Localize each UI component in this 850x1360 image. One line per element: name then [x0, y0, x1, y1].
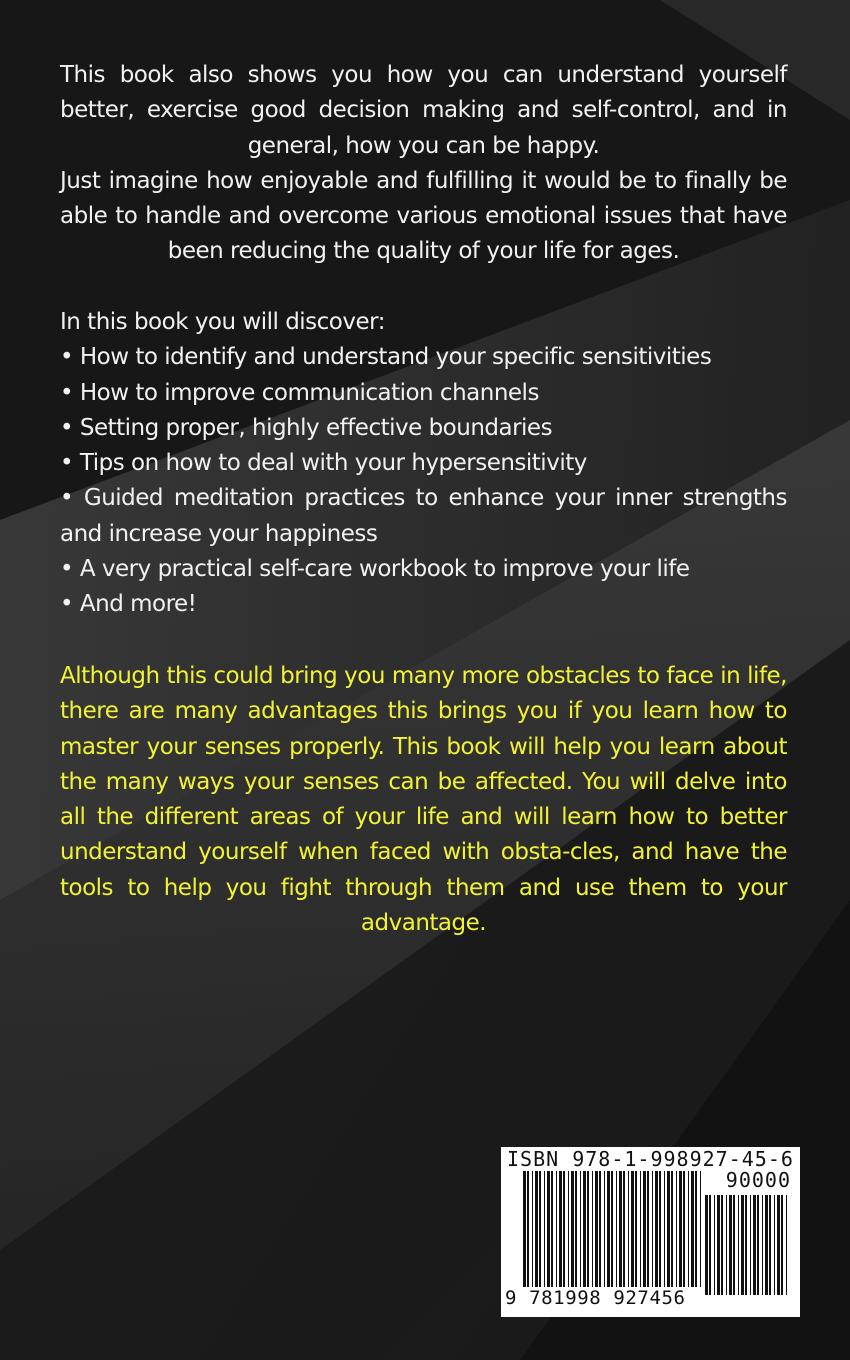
barcode-bar — [683, 1171, 685, 1287]
barcode-bar — [640, 1171, 641, 1287]
barcode-bar — [604, 1171, 605, 1287]
barcode-digits: 9 781998 927456 — [505, 1287, 686, 1309]
barcode-bar — [738, 1195, 739, 1295]
barcode-bar — [777, 1195, 780, 1295]
barcode-bar — [709, 1195, 711, 1295]
list-item: • A very practical self-care workbook to improve your life — [60, 556, 690, 583]
barcode-bar — [753, 1195, 756, 1295]
barcode-bar — [595, 1171, 598, 1287]
barcode-bar — [664, 1171, 665, 1287]
barcode-bar — [628, 1171, 629, 1287]
barcode-bar — [547, 1171, 550, 1287]
barcode-bar — [762, 1195, 763, 1295]
barcode-bar — [607, 1171, 610, 1287]
list-item: • Tips on how to deal with your hypersensitivity — [60, 450, 587, 477]
list-item: • How to improve communication channels — [60, 379, 539, 406]
isbn-label: ISBN 978-1-998927-45-6 — [507, 1147, 794, 1171]
list-item: • How to identify and understand your specific sensitivities — [60, 344, 712, 371]
barcode-bar — [659, 1171, 661, 1287]
list-item: • Guided meditation practices to enhance your inner strengths and increase your happiness — [60, 485, 787, 547]
barcode-bar — [527, 1171, 529, 1287]
price-code: 90000 — [725, 1168, 791, 1192]
barcode-bar — [563, 1171, 565, 1287]
discover-heading: In this book you will discover: — [60, 309, 385, 335]
barcode-bar — [676, 1171, 677, 1287]
isbn-barcode — [501, 1147, 800, 1317]
barcode-bar — [583, 1171, 586, 1287]
barcode-bar — [733, 1195, 735, 1295]
barcode-bar — [671, 1171, 673, 1287]
barcode-bar — [623, 1171, 625, 1287]
intro-line-1: This book also shows you how you can understand yourself better, exercise good decision making and self-control, and in general, how you can be happy. — [60, 62, 787, 159]
intro-paragraph — [60, 58, 787, 270]
barcode-bar — [523, 1171, 526, 1287]
barcode-bar — [532, 1171, 533, 1287]
barcode-bar — [688, 1171, 689, 1287]
barcode-bar — [544, 1171, 545, 1287]
barcode-bar — [750, 1195, 751, 1295]
barcode-bar — [717, 1195, 720, 1295]
barcode-bar — [551, 1171, 553, 1287]
barcode-bar — [700, 1171, 701, 1287]
barcode-bar — [599, 1171, 601, 1287]
barcode-bar — [635, 1171, 637, 1287]
barcode-bar — [667, 1171, 670, 1287]
barcode-bar — [729, 1195, 732, 1295]
discover-list — [60, 305, 787, 623]
list-item: • Setting proper, highly effective boundaries — [60, 414, 553, 441]
barcode-bar — [611, 1171, 613, 1287]
barcode-bar — [592, 1171, 593, 1287]
barcode-bar — [631, 1171, 634, 1287]
barcode-bar — [741, 1195, 744, 1295]
barcode-bar — [580, 1171, 581, 1287]
barcode-bar — [705, 1195, 708, 1295]
barcode-bar — [535, 1171, 538, 1287]
closing-paragraph: Although this could bring you many more obstacles to face in life, there are many advantages this brings you if you learn how to master your senses properly. This book will help you learn about the many ways your senses can be affected. You will delve into all the different areas of your life and will learn how to better understand yourself when faced with obsta-cles, and have the tools to help you fight through them and use them to your advantage. — [60, 663, 787, 937]
barcode-bar — [559, 1171, 562, 1287]
barcode-bar — [774, 1195, 775, 1295]
intro-line-2: Just imagine how enjoyable and fulfilling it would be to finally be able to handle and overcome various emotional issues that have been reducing the quality of your life for ages. — [60, 167, 787, 265]
barcode-bar — [571, 1171, 574, 1287]
barcode-bar — [691, 1171, 694, 1287]
barcode-bar — [765, 1195, 768, 1295]
barcode-bar — [575, 1171, 577, 1287]
barcode-bar — [679, 1171, 682, 1287]
barcode-bar — [539, 1171, 541, 1287]
barcode-bar — [721, 1195, 723, 1295]
barcode-bar — [745, 1195, 747, 1295]
barcode-bar — [786, 1195, 787, 1295]
list-item: • And more! — [60, 591, 197, 618]
barcode-bar — [647, 1171, 649, 1287]
barcode-bar — [655, 1171, 658, 1287]
barcode-bar — [556, 1171, 557, 1287]
barcode-bar — [619, 1171, 622, 1287]
barcode-bar — [757, 1195, 759, 1295]
barcode-bar — [568, 1171, 569, 1287]
barcode-bar — [652, 1171, 653, 1287]
barcode-bar — [781, 1195, 783, 1295]
barcode-bar — [695, 1171, 697, 1287]
barcode-bar — [726, 1195, 727, 1295]
barcode-bar — [587, 1171, 589, 1287]
barcode-bar — [643, 1171, 646, 1287]
barcode-bar — [769, 1195, 771, 1295]
barcode-bar — [616, 1171, 617, 1287]
barcode-bar — [714, 1195, 715, 1295]
